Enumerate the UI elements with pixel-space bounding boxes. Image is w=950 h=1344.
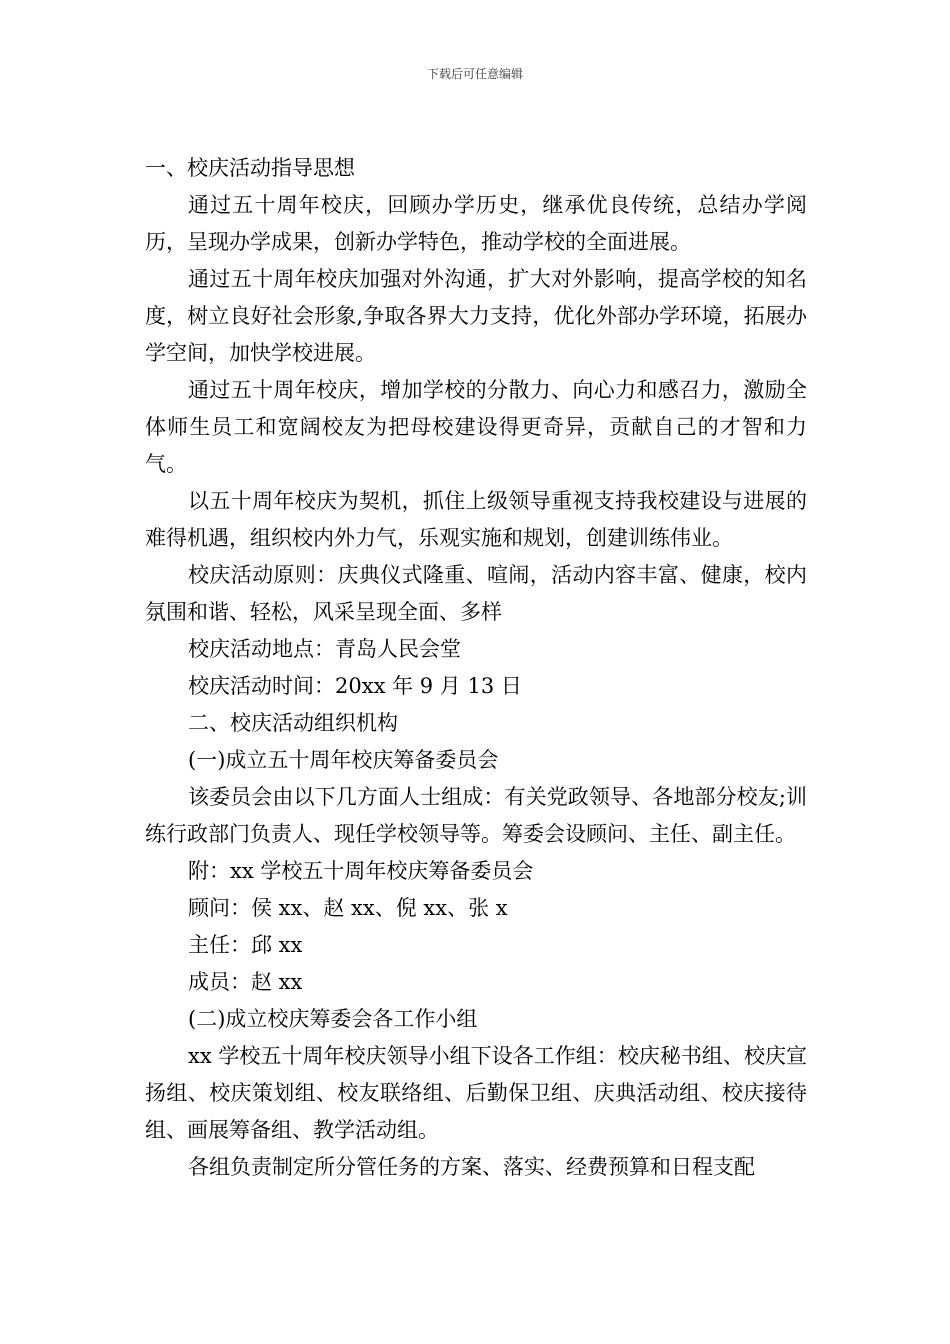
paragraph: 校庆活动时间：20xx 年 9 月 13 日: [188, 674, 522, 698]
paragraph: 通过五十周年校庆，回顾办学历史，继承优良传统，总结办学阅历，呈现办学成果，创新办学特色，推动学校的全面进展。: [145, 193, 807, 254]
paragraph: 主任：邱 xx: [188, 933, 303, 957]
paragraph: 附：xx 学校五十周年校庆筹备委员会: [188, 859, 534, 883]
document-body: [145, 150, 807, 1186]
subsection-heading: (一)成立五十周年校庆筹备委员会: [188, 748, 499, 772]
section-heading-2: 二、校庆活动组织机构: [188, 711, 398, 735]
section-heading-1: 一、校庆活动指导思想: [145, 156, 355, 180]
paragraph: 各组负责制定所分管任务的方案、落实、经费预算和日程支配: [188, 1155, 755, 1179]
paragraph: xx 学校五十周年校庆领导小组下设各工作组：校庆秘书组、校庆宣扬组、校庆策划组、校友联络组、后勤保卫组、庆典活动组、校庆接待组、画展筹备组、教学活动组。: [145, 1044, 807, 1142]
paragraph: 校庆活动地点：青岛人民会堂: [188, 637, 461, 661]
paragraph: 该委员会由以下几方面人士组成：有关党政领导、各地部分校友;训练行政部门负责人、现任学校领导等。筹委会设顾问、主任、副主任。: [145, 785, 807, 846]
paragraph: 成员：赵 xx: [188, 970, 303, 994]
page-header: 下载后可任意编辑: [426, 67, 523, 81]
subsection-heading: (二)成立校庆筹委会各工作小组: [188, 1007, 478, 1031]
paragraph: 以五十周年校庆为契机，抓住上级领导重视支持我校建设与进展的难得机遇，组织校内外力气，乐观实施和规划，创建训练伟业。: [145, 489, 807, 550]
paragraph: 顾问：侯 xx、赵 xx、倪 xx、张 x: [188, 896, 508, 920]
paragraph: 通过五十周年校庆，增加学校的分散力、向心力和感召力，激励全体师生员工和宽阔校友为把母校建设得更奇异，贡献自己的才智和力气。: [145, 378, 807, 476]
paragraph: 校庆活动原则：庆典仪式隆重、喧闹，活动内容丰富、健康，校内氛围和谐、轻松，风采呈现全面、多样: [145, 563, 807, 624]
paragraph: 通过五十周年校庆加强对外沟通，扩大对外影响，提高学校的知名度，树立良好社会形象,争取各界大力支持，优化外部办学环境，拓展办学空间，加快学校进展。: [145, 267, 807, 365]
